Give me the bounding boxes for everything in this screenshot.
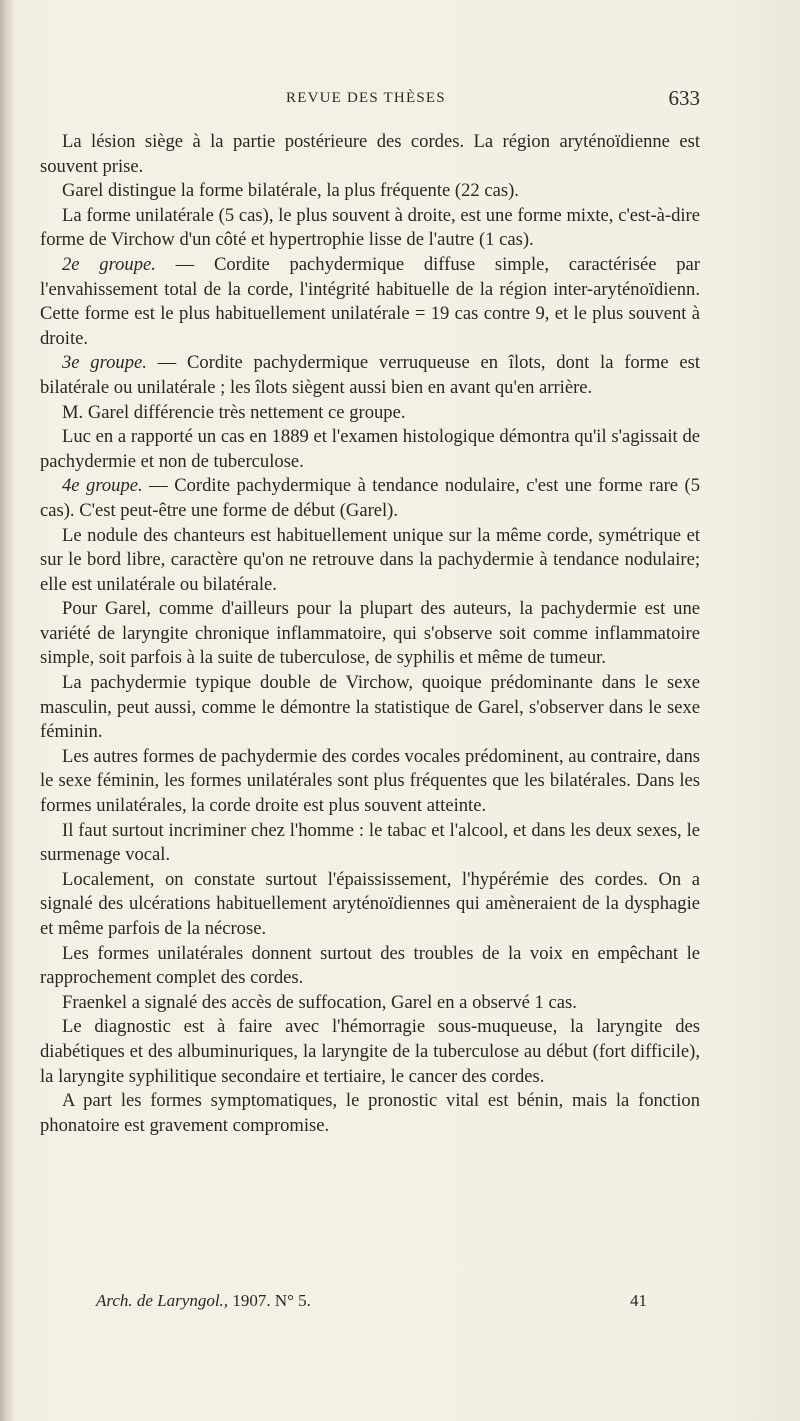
paragraph: 2e groupe. — Cordite pachydermique diffuse simple, caractérisée par l'envahissement total de la corde, l'intégrité habituelle de la région inter-aryténoïdienn. Cette forme est le plus habituellement unilatérale = 19 cas contre 9, et le plus souvent à droite.: [40, 253, 700, 349]
paragraph: Localement, on constate surtout l'épaississement, l'hypérémie des cordes. On a signalé des ulcérations habituellement aryténoïdiennes qui amèneraient de la dysphagie et même parfois de la nécrose.: [40, 868, 700, 939]
running-head: [60, 88, 700, 112]
paragraph: Les formes unilatérales donnent surtout des troubles de la voix en empêchant le rapprochement complet des cordes.: [40, 942, 700, 989]
paragraph: A part les formes symptomatiques, le pronostic vital est bénin, mais la fonction phonatoire est gravement compromise.: [40, 1090, 700, 1136]
group-heading: 4e groupe.: [62, 475, 143, 497]
journal-reference: [96, 1291, 311, 1311]
page-number: 633: [668, 86, 700, 110]
paragraph: Il faut surtout incriminer chez l'homme : le tabac et l'alcool, et dans les deux sexes, le surmenage vocal.: [40, 819, 700, 866]
page-gutter-shadow: [0, 0, 14, 1421]
paragraph: Pour Garel, comme d'ailleurs pour la plupart des auteurs, la pachydermie est une variété de laryngite chronique inflammatoire, qui s'observe soit comme inflammatoire simple, soit parfois à la suite de tuberculose, de syphilis et même de tumeur.: [40, 598, 700, 669]
journal-name: Arch. de Laryngol.,: [96, 1291, 229, 1310]
group-heading: 2e groupe.: [62, 253, 156, 275]
page-footer: [60, 1291, 700, 1315]
group-heading: 3e groupe.: [62, 352, 147, 374]
paragraph: Le diagnostic est à faire avec l'hémorragie sous-muqueuse, la laryngite des diabétiques et des albuminuriques, la laryngite de la tuberculose au début (fort difficile), la laryngite syphilitique secondaire et tertiaire, le cancer des cordes.: [40, 1016, 700, 1087]
signature-mark: 41: [630, 1291, 647, 1310]
paragraph: Garel distingue la forme bilatérale, la plus fréquente (22 cas).: [62, 180, 519, 202]
paragraph: La lésion siège à la partie postérieure des cordes. La région aryténoïdienne est souvent prise.: [40, 131, 700, 177]
journal-issue: N° 5.: [274, 1291, 311, 1310]
running-head-title: REVUE DES THÈSES: [286, 90, 446, 106]
paragraph: La pachydermie typique double de Virchow, quoique prédominante dans le sexe masculin, peut aussi, comme le démontre la statistique de Garel, s'observer dans le sexe féminin.: [40, 672, 700, 743]
paragraph: La forme unilatérale (5 cas), le plus souvent à droite, est une forme mixte, c'est-à-dire forme de Virchow d'un côté et hypertrophie lisse de l'autre (1 cas).: [40, 204, 700, 251]
body-text: [40, 130, 700, 1138]
paragraph: 3e groupe. — Cordite pachydermique verruqueuse en îlots, dont la forme est bilatérale ou unilatérale ; les îlots siègent aussi bien en avant qu'en arrière.: [40, 352, 700, 398]
paragraph: Les autres formes de pachydermie des cordes vocales prédominent, au contraire, dans le sexe féminin, les formes unilatérales sont plus fréquentes que les bilatérales. Dans les formes unilatérales, la corde droite est plus souvent atteinte.: [40, 745, 700, 817]
paragraph: Luc en a rapporté un cas en 1889 et l'examen histologique démontra qu'il s'agissait de pachydermie et non de tuberculose.: [40, 426, 700, 472]
paragraph: M. Garel différencie très nettement ce groupe.: [62, 401, 406, 423]
paragraph: Fraenkel a signalé des accès de suffocation, Garel en a observé 1 cas.: [62, 991, 577, 1013]
journal-year: 1907.: [232, 1291, 271, 1310]
paragraph: 4e groupe. — Cordite pachydermique à tendance nodulaire, c'est une forme rare (5 cas). C'est peut-être une forme de début (Garel).: [40, 475, 700, 521]
paragraph: Le nodule des chanteurs est habituellement unique sur la même corde, symétrique et sur le bord libre, caractère qu'on ne retrouve dans la pachydermie à tendance nodulaire; elle est unilatérale ou bilatérale.: [40, 524, 700, 595]
